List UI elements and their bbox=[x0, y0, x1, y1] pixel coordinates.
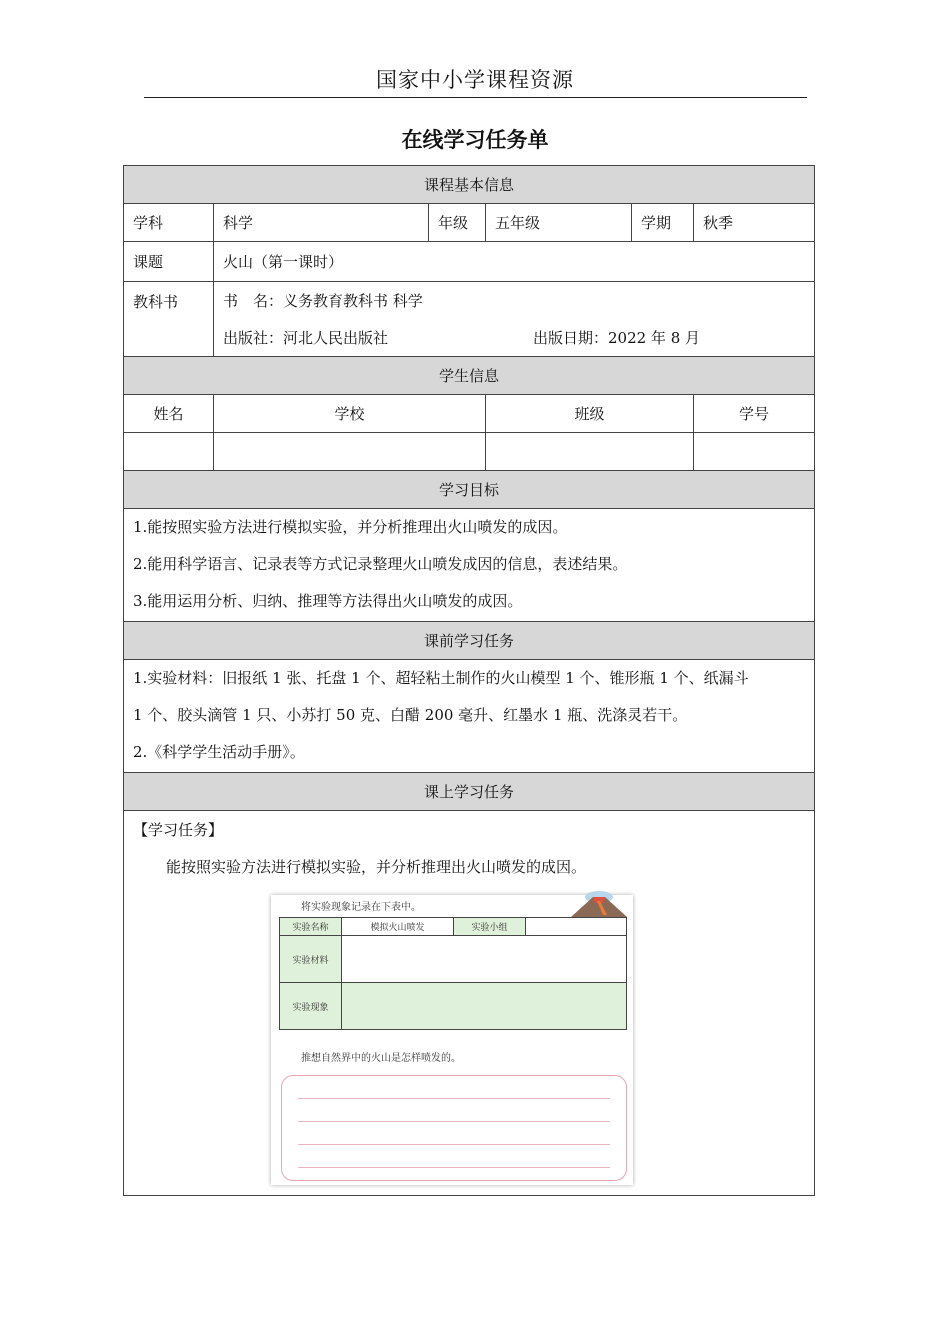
term-value: 秋季 bbox=[694, 204, 815, 242]
answer-line bbox=[298, 1098, 610, 1099]
subject-label: 学科 bbox=[124, 204, 214, 242]
student-school-field[interactable] bbox=[214, 433, 486, 471]
header-title: 国家中小学课程资源 bbox=[376, 68, 574, 92]
task-tag: 【学习任务】 bbox=[133, 821, 224, 839]
worksheet-image bbox=[271, 895, 633, 1185]
objective-item: 3.能用运用分析、归纳、推理等方法得出火山喷发的成因。 bbox=[133, 592, 523, 610]
section-in-class: 课上学习任务 bbox=[124, 773, 815, 811]
ws-group-label: 实验小组 bbox=[454, 918, 526, 936]
publication-date: 出版日期：2022 年 8 月 bbox=[533, 329, 701, 347]
ws-experiment-name-value: 模拟火山喷发 bbox=[342, 918, 454, 936]
header-divider bbox=[144, 97, 807, 98]
answer-line bbox=[298, 1167, 610, 1168]
ws-phenomenon-label: 实验现象 bbox=[280, 983, 342, 1030]
task-sheet-table bbox=[123, 165, 815, 1196]
publisher: 出版社：河北人民出版社 bbox=[223, 329, 389, 347]
answer-line bbox=[298, 1121, 610, 1122]
ws-materials-field bbox=[342, 936, 627, 983]
textbook-info bbox=[214, 282, 815, 357]
grade-label: 年级 bbox=[429, 204, 486, 242]
pre-class-item: 1.实验材料：旧报纸 1 张、托盘 1 个、超轻粘土制作的火山模型 1 个、锥形瓶 1 个、纸漏斗 bbox=[133, 669, 749, 687]
term-label: 学期 bbox=[632, 204, 694, 242]
grade-value: 五年级 bbox=[486, 204, 632, 242]
worksheet-record-table bbox=[279, 917, 627, 1030]
in-class-task-area bbox=[124, 811, 815, 1196]
student-name-header: 姓名 bbox=[124, 395, 214, 433]
objective-item: 2.能用科学语言、记录表等方式记录整理火山喷发成因的信息，表述结果。 bbox=[133, 555, 628, 573]
worksheet-question: 推想自然界中的火山是怎样喷发的。 bbox=[301, 1053, 461, 1064]
topic-label: 课题 bbox=[124, 242, 214, 282]
worksheet-answer-box bbox=[281, 1075, 627, 1181]
section-course-info: 课程基本信息 bbox=[124, 166, 815, 204]
ws-materials-label: 实验材料 bbox=[280, 936, 342, 983]
section-objectives: 学习目标 bbox=[124, 471, 815, 509]
student-name-field[interactable] bbox=[124, 433, 214, 471]
pre-class-item: 2.《科学学生活动手册》。 bbox=[133, 743, 305, 761]
pre-class-item-continued: 1 个、胶头滴管 1 只、小苏打 50 克、白醋 200 毫升、红墨水 1 瓶、洗涤灵若干。 bbox=[133, 706, 688, 724]
objectives-list bbox=[124, 509, 815, 622]
student-id-field[interactable] bbox=[694, 433, 815, 471]
document-title: 在线学习任务单 bbox=[401, 127, 549, 152]
section-pre-class: 课前学习任务 bbox=[124, 622, 815, 660]
subject-value: 科学 bbox=[214, 204, 429, 242]
section-student-info: 学生信息 bbox=[124, 357, 815, 395]
ws-experiment-name-label: 实验名称 bbox=[280, 918, 342, 936]
volcano-icon bbox=[565, 891, 629, 917]
topic-value: 火山（第一课时） bbox=[214, 242, 815, 282]
student-school-header: 学校 bbox=[214, 395, 486, 433]
book-name: 书 名：义务教育教科书 科学 bbox=[223, 292, 423, 310]
objective-item: 1.能按照实验方法进行模拟实验，并分析推理出火山喷发的成因。 bbox=[133, 518, 568, 536]
student-class-header: 班级 bbox=[486, 395, 694, 433]
pre-class-tasks bbox=[124, 660, 815, 773]
task-description: 能按照实验方法进行模拟实验，并分析推理出火山喷发的成因。 bbox=[166, 858, 587, 876]
ws-group-field bbox=[526, 918, 627, 936]
student-id-header: 学号 bbox=[694, 395, 815, 433]
ws-phenomenon-field bbox=[342, 983, 627, 1030]
student-class-field[interactable] bbox=[486, 433, 694, 471]
answer-line bbox=[298, 1144, 610, 1145]
textbook-label: 教科书 bbox=[124, 282, 214, 357]
worksheet-intro: 将实验现象记录在下表中。 bbox=[301, 902, 421, 913]
